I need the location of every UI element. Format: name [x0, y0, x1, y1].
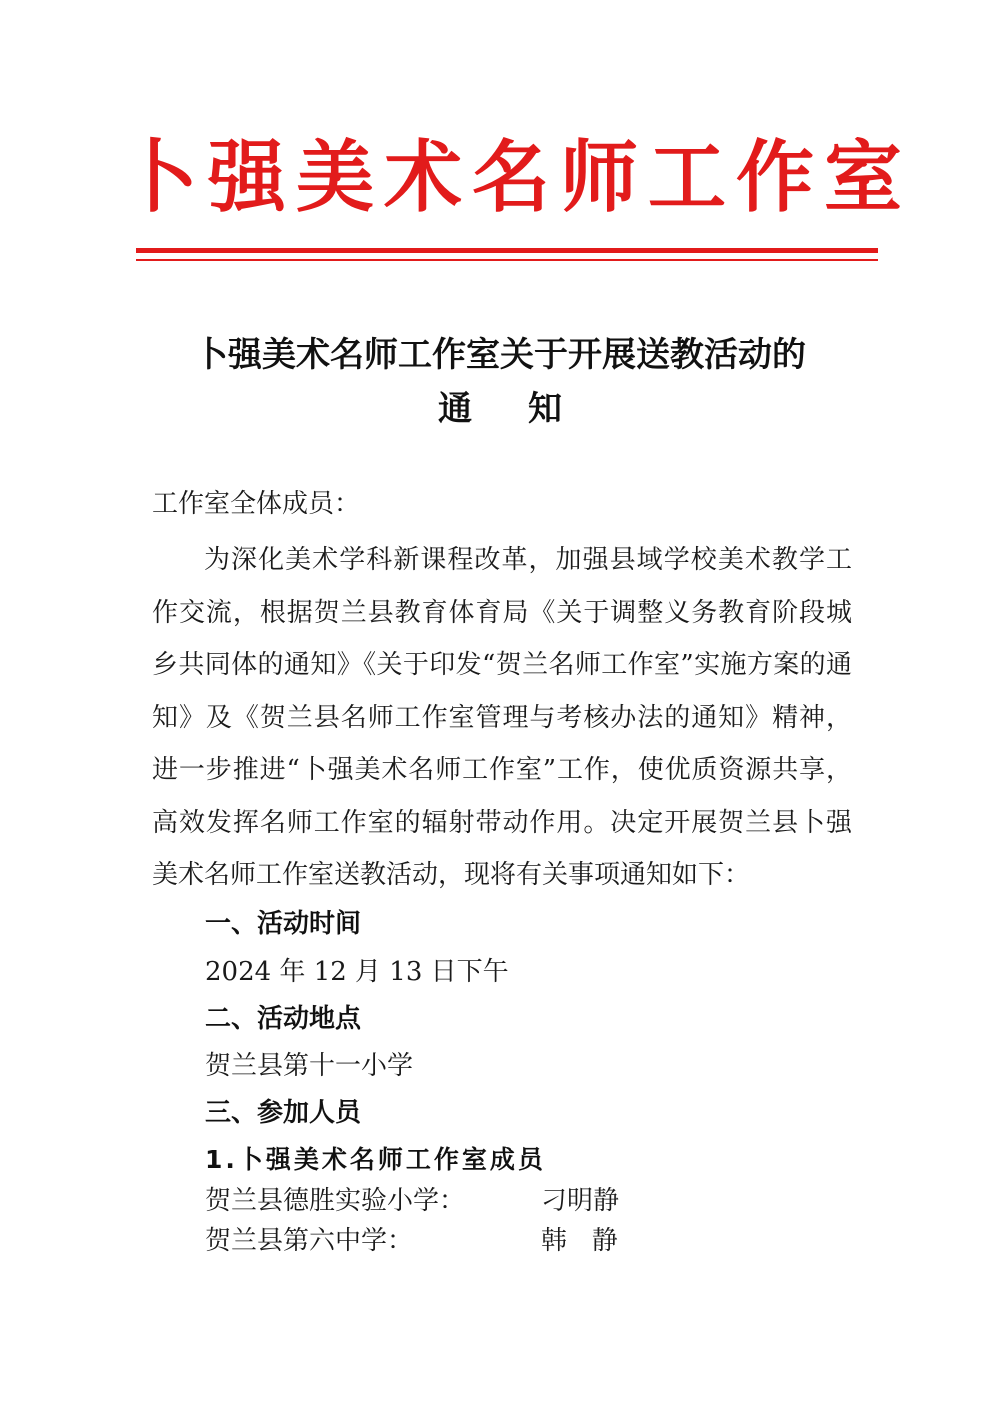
- document-title-line1: 卜强美术名师工作室关于开展送教活动的: [194, 335, 806, 375]
- section-value-time: 2024 年 12 月 13 日下午: [205, 957, 509, 987]
- document-title: [150, 328, 850, 436]
- section-heading-time: 一、活动时间: [205, 909, 362, 939]
- masthead-rule-thick: [136, 248, 878, 253]
- section-heading-participants: 三、参加人员: [205, 1098, 362, 1128]
- masthead-rule-thin: [136, 259, 878, 261]
- masthead-title: 卜强美术名师工作室: [120, 133, 913, 223]
- section-heading-location: 二、活动地点: [205, 1004, 362, 1034]
- member-name: 刁明静: [541, 1186, 620, 1216]
- members-group-heading: 1.卜强美术名师工作室成员: [205, 1145, 546, 1174]
- intro-paragraph: 为深化美术学科新课程改革，加强县域学校美术教学工作交流，根据贺兰县教育体育局《关于调整义务教育阶段城乡共同体的通知》《关于印发“贺兰名师工作室”实施方案的通知》及《贺兰县名师工作室管理与考核办法的通知》精神，进一步推进“卜强美术名师工作室”工作，使优质资源共享，高效发挥名师工作室的辐射带动作用。决定开展贺兰县卜强美术名师工作室送教活动，现将有关事项通知如下：: [152, 545, 852, 890]
- section-value-location: 贺兰县第十一小学: [205, 1051, 414, 1081]
- document-title-line2: 通知: [438, 389, 618, 429]
- member-row: [205, 1221, 705, 1261]
- member-row: [205, 1181, 705, 1221]
- member-school: 贺兰县德胜实验小学：: [205, 1186, 466, 1216]
- member-name: 韩 静: [541, 1226, 618, 1256]
- salutation: 工作室全体成员：: [152, 489, 361, 519]
- member-school: 贺兰县第六中学：: [205, 1226, 414, 1256]
